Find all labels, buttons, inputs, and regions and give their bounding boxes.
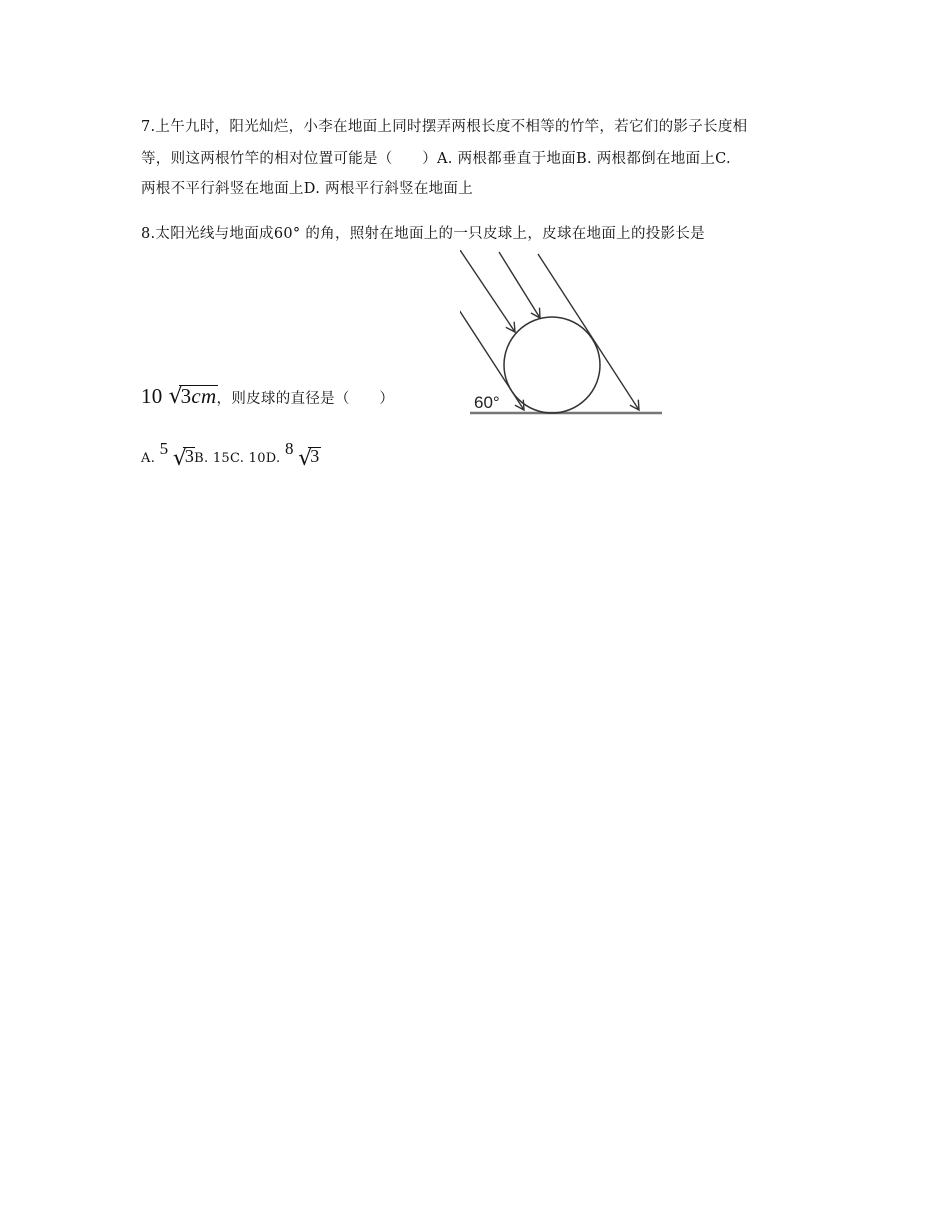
projection-length-radicand: 3: [180, 384, 192, 408]
ball-circle: [504, 317, 600, 413]
question-8-options: [141, 439, 320, 471]
sun-ray-2: [460, 250, 515, 332]
sun-ray-3: [499, 252, 540, 318]
sun-ray-1: [460, 256, 524, 410]
option-b: B. 15: [194, 451, 230, 466]
option-a-coefficient: 5: [159, 439, 169, 458]
angle-label: 60°: [474, 393, 500, 412]
sun-ray-ball-figure: [460, 250, 680, 430]
option-a-sqrt: √ 3: [172, 446, 195, 471]
option-d-sqrt: √ 3: [298, 446, 320, 471]
option-d-label: D.: [265, 451, 281, 466]
projection-length-coefficient: 10: [141, 384, 163, 408]
projection-length-unit: cm: [191, 384, 217, 408]
option-d-coefficient: 8: [284, 439, 294, 458]
option-c: C. 10: [230, 451, 266, 466]
option-d-radicand: 3: [310, 446, 320, 466]
question-7-line-3: 两根不平行斜竖在地面上D. 两根平行斜竖在地面上: [141, 181, 474, 197]
question-7-line-2: 等，则这两根竹竿的相对位置可能是（ ）A. 两根都垂直于地面B. 两根都倒在地面上C.: [141, 151, 731, 167]
option-a-label: A.: [141, 451, 156, 466]
question-7-line-1: 7.上午九时，阳光灿烂，小李在地面上同时摆弄两根长度不相等的竹竿，若它们的影子长度相: [141, 119, 748, 135]
question-8-line-2: [141, 384, 394, 409]
option-a-radicand: 3: [184, 446, 195, 466]
question-8-line-1: 8.太阳光线与地面成60° 的角，照射在地面上的一只皮球上，皮球在地面上的投影长是: [141, 226, 705, 242]
question-8-prompt: ，则皮球的直径是（ ）: [216, 391, 395, 407]
projection-length-sqrt: √ 3cm: [168, 384, 217, 409]
sun-ray-4: [538, 254, 639, 410]
